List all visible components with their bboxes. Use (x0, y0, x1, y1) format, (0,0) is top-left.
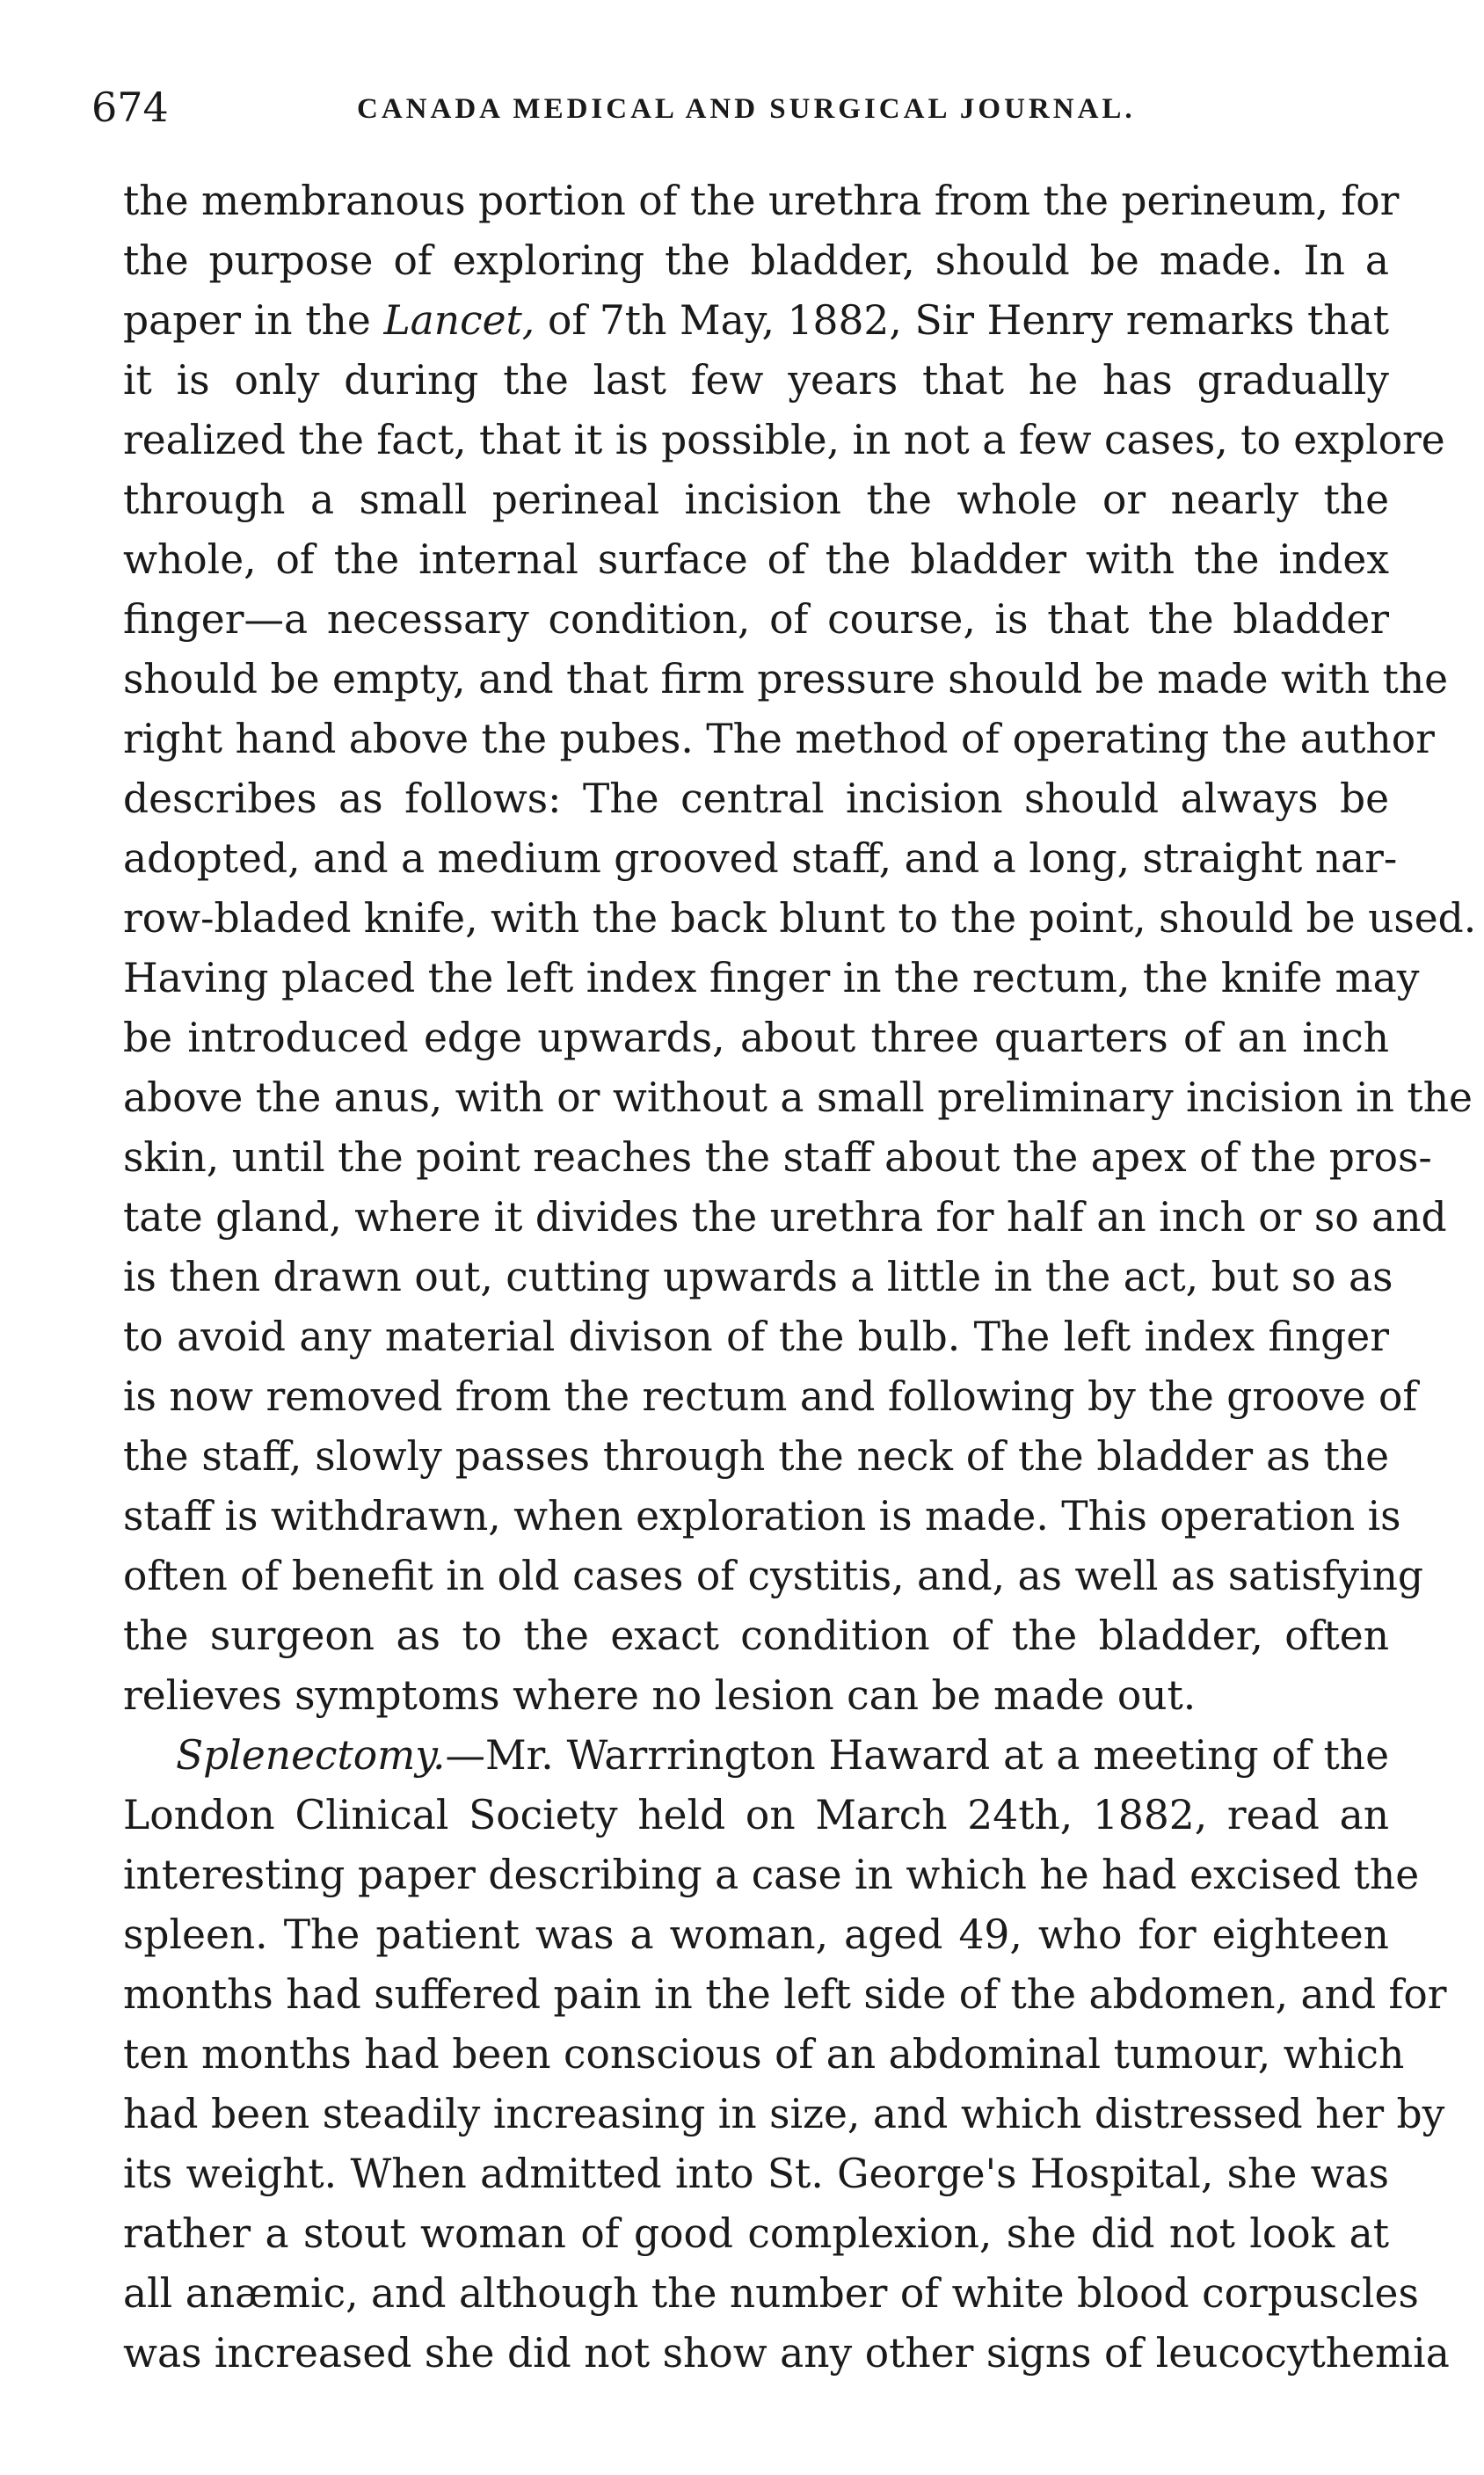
text-line: realized the fact, that it is possible, in not a few cases, to explore (123, 417, 1445, 463)
text-line: right hand above the pubes. The method of operating the author (123, 716, 1435, 762)
text-line: through a small perineal incision the whole or nearly the (123, 477, 1389, 523)
text-line: had been steadily increasing in size, and which distressed her by (123, 2091, 1445, 2137)
text-line: rather a stout woman of good complexion, she did not look at (123, 2210, 1389, 2257)
text-line-rest: —Mr. Warrrington Haward at a meeting of the (445, 1732, 1389, 1779)
text-line: all anæmic, and although the number of white blood corpuscles (123, 2270, 1419, 2317)
text-line (123, 291, 1389, 351)
text-line: finger—a necessary condition, of course, is that the bladder (123, 596, 1389, 643)
text-line: is then drawn out, cutting upwards a little in the act, but so as (123, 1254, 1393, 1300)
text-line: it is only during the last few years that he has gradually (123, 357, 1389, 404)
text-line: skin, until the point reaches the staff about the apex of the pros- (123, 1134, 1432, 1181)
text-line: to avoid any material divison of the bulb. The left index finger (123, 1314, 1389, 1360)
text-line: should be empty, and that firm pressure should be made with the (123, 656, 1449, 702)
text-line: London Clinical Society held on March 24th, 1882, read an (123, 1792, 1389, 1838)
journal-title: CANADA MEDICAL AND SURGICAL JOURNAL. (357, 93, 1136, 125)
paragraph-2 (123, 1726, 1450, 2384)
section-heading: Splenectomy. (176, 1732, 446, 1779)
text-line: its weight. When admitted into St. George's Hospital, she was (123, 2151, 1389, 2197)
text-line: ten months had been conscious of an abdominal tumour, which (123, 2031, 1405, 2078)
text-line (123, 1726, 1389, 1786)
text-line: the purpose of exploring the bladder, should be made. In a (123, 237, 1389, 284)
text-line: be introduced edge upwards, about three quarters of an inch (123, 1015, 1389, 1061)
text-line: row-bladed knife, with the back blunt to the point, should be used. (123, 895, 1477, 942)
text-line: adopted, and a medium grooved staff, and a long, straight nar- (123, 835, 1398, 882)
text-line: relieves symptoms where no lesion can be made out. (123, 1672, 1197, 1719)
page-number: 674 (91, 84, 169, 131)
text-line-rest: of 7th May, 1882, Sir Henry remarks that (535, 297, 1389, 344)
paragraph-1 (123, 171, 1477, 1726)
text-line: the membranous portion of the urethra from the perineum, for (123, 178, 1400, 224)
text-line: interesting paper describing a case in which he had excised the (123, 1852, 1420, 1898)
text-line: the staff, slowly passes through the neck of the bladder as the (123, 1433, 1389, 1480)
running-head (91, 81, 1393, 151)
text-line: often of benefit in old cases of cystitis, and, as well as satisfying (123, 1553, 1424, 1599)
text-line: describes as follows: The central incision should always be (123, 775, 1389, 822)
text-line: staff is withdrawn, when exploration is made. This operation is (123, 1493, 1401, 1540)
text-line: whole, of the internal surface of the bladder with the index (123, 536, 1389, 583)
text-line: above the anus, with or without a small preliminary incision in the (123, 1074, 1473, 1121)
body-text (123, 171, 1477, 2384)
text-line: spleen. The patient was a woman, aged 49, who for eighteen (123, 1911, 1389, 1958)
journal-reference: Lancet, (383, 297, 535, 344)
text-line: is now removed from the rectum and following by the groove of (123, 1373, 1418, 1420)
text-line: tate gland, where it divides the urethra for half an inch or so and (123, 1194, 1447, 1241)
text-line: was increased she did not show any other signs of leucocythemia (123, 2330, 1450, 2377)
text-line: Having placed the left index finger in the rectum, the knife may (123, 955, 1420, 1001)
text-line: the surgeon as to the exact condition of the bladder, often (123, 1612, 1389, 1659)
text-line-start: paper in the (123, 297, 384, 344)
text-line: months had suffered pain in the left side of the abdomen, and for (123, 1971, 1447, 2018)
